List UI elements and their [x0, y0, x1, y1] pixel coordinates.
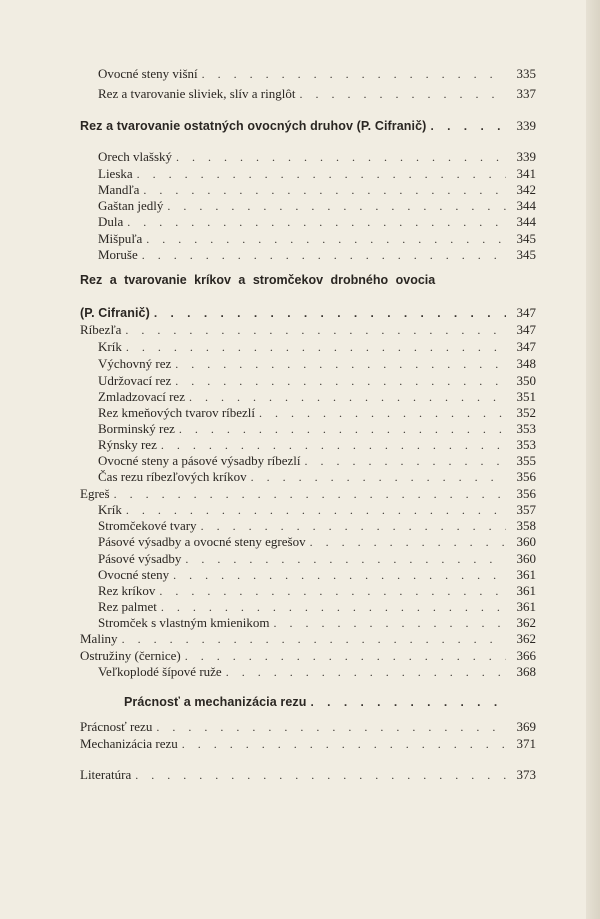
toc-entry-label: Mandľa	[98, 182, 140, 197]
toc-entry-page: 371	[516, 736, 536, 751]
toc-entry-label: Udržovací rez	[98, 373, 172, 388]
toc-entry-label: Rez kmeňových tvarov ríbezlí	[98, 405, 256, 420]
toc-entry-page: 356	[516, 469, 536, 484]
leader-dots	[202, 66, 506, 82]
toc-entry	[80, 629, 536, 647]
toc-entry-page: 358	[516, 518, 536, 533]
toc-entry-label: Rez kríkov	[98, 583, 156, 598]
toc-entry-label: Čas rezu ríbezľových kríkov	[98, 469, 247, 484]
leader-dots	[156, 719, 506, 735]
toc-entry-page: 366	[516, 648, 536, 663]
toc-entry-page: 347	[516, 339, 536, 354]
toc-entry-label: Moruše	[98, 247, 138, 262]
toc-entry-page: 361	[516, 583, 536, 598]
toc-entry-page: 339	[516, 118, 536, 133]
toc-entry-page: 352	[516, 405, 536, 420]
toc-entry-page: 360	[516, 534, 536, 549]
leader-dots	[299, 86, 506, 102]
toc-entry-label: Zmladzovací rez	[98, 389, 185, 404]
toc-entry-page: 344	[516, 198, 536, 213]
toc-entry-page: 344	[516, 214, 536, 229]
toc-entry-page: 368	[516, 664, 536, 679]
toc-entry-page: 335	[516, 66, 536, 81]
toc-entry-label: Orech vlašský	[98, 149, 173, 164]
toc-entry-page: 337	[516, 86, 536, 101]
toc-entry-label: Ovocné steny višní	[98, 66, 198, 81]
leader-dots	[125, 322, 506, 338]
toc-entry	[80, 147, 536, 165]
toc-entry	[80, 212, 536, 230]
toc-entry-label: Gaštan jedlý	[98, 198, 164, 213]
toc-entry-label: Krík	[98, 339, 122, 354]
leader-dots	[182, 736, 506, 752]
toc-entry-page: 348	[516, 356, 536, 371]
leader-dots	[142, 247, 506, 263]
toc-entry-label: Maliny	[80, 631, 118, 646]
toc-entry-page: 373	[516, 767, 536, 782]
toc-entry-page: 361	[516, 599, 536, 614]
toc-section-heading: Rez a tvarovanie kríkov a stromčekov drobného ovocia	[80, 273, 436, 287]
leader-dots	[430, 118, 506, 134]
toc-entry-page: 341	[516, 166, 536, 181]
toc-entry-page: 353	[516, 421, 536, 436]
leader-dots	[310, 534, 506, 550]
toc-entry-label: Stromček s vlastným kmienikom	[98, 615, 270, 630]
toc-section-heading	[80, 303, 536, 321]
toc-entry	[80, 662, 536, 680]
toc-entry-page: 339	[516, 149, 536, 164]
toc-entry-label: Rez a tvarovanie sliviek, slív a ringlôt	[98, 86, 296, 101]
toc-entry	[80, 765, 536, 783]
toc-section-heading	[80, 116, 536, 134]
toc-entry-label: Rez palmet	[98, 599, 157, 614]
toc-entry	[80, 354, 536, 372]
toc-entry-page: 356	[516, 486, 536, 501]
toc-entry	[80, 84, 536, 102]
toc-entry	[80, 245, 536, 263]
toc-entry-label: Pásové výsadby a ovocné steny egrešov	[98, 534, 306, 549]
toc-entry-page: 360	[516, 551, 536, 566]
toc-entry-page: 357	[516, 502, 536, 517]
toc-entry-label: Lieska	[98, 166, 133, 181]
toc-section-heading	[80, 692, 536, 710]
toc-entry-page: 347	[516, 322, 536, 337]
toc-entry-label: Prácnosť rezu	[80, 719, 153, 734]
toc-entry-page: 345	[516, 247, 536, 262]
toc-entry-page: 342	[516, 182, 536, 197]
toc-entry-page: 355	[516, 453, 536, 468]
leader-dots	[310, 694, 506, 710]
toc-entry-label: Rýnsky rez	[98, 437, 157, 452]
toc-entry	[80, 532, 536, 550]
toc-entry-label: Ovocné steny a pásové výsadby ríbezlí	[98, 453, 301, 468]
toc-entry-page: 362	[516, 615, 536, 630]
toc-entry	[80, 717, 536, 735]
toc-entry	[80, 64, 536, 82]
toc-entry-page: 345	[516, 231, 536, 246]
toc-entry	[80, 467, 536, 485]
leader-dots	[226, 664, 506, 680]
toc-entry-page: 347	[516, 305, 536, 320]
toc-entry-page: 350	[516, 373, 536, 388]
toc-entry-label: Stromčekové tvary	[98, 518, 197, 533]
leader-dots	[251, 469, 506, 485]
leader-dots	[154, 305, 506, 321]
leader-dots	[176, 149, 506, 165]
leader-dots	[175, 356, 506, 372]
toc-entry-label: Mechanizácia rezu	[80, 736, 178, 751]
toc-entry-label: Dula	[98, 214, 124, 229]
toc-entry-label: Mišpuľa	[98, 231, 143, 246]
page-edge	[586, 0, 600, 919]
toc-entry-page: 351	[516, 389, 536, 404]
toc-entry-label: Ostružiny (černice)	[80, 648, 181, 663]
toc-entry-label: Veľkoplodé šípové ruže	[98, 664, 222, 679]
toc-entry-label: (P. Cifranič)	[80, 306, 150, 320]
toc-entry-page: 361	[516, 567, 536, 582]
toc-entry-label: Rez a tvarovanie ostatných ovocných druhov (P. Cifranič)	[80, 119, 427, 133]
toc-entry-label: Ovocné steny	[98, 567, 170, 582]
toc-entry-label: Prácnosť a mechanizácia rezu	[124, 695, 307, 709]
toc-entry	[80, 320, 536, 338]
leader-dots	[127, 214, 506, 230]
toc-entry-page: 362	[516, 631, 536, 646]
leader-dots	[135, 767, 506, 783]
toc-entry-label: Borminský rez	[98, 421, 175, 436]
toc-entry-page: 369	[516, 719, 536, 734]
leader-dots	[122, 631, 506, 647]
leader-dots	[126, 339, 506, 355]
toc-entry-label: Krík	[98, 502, 122, 517]
toc-entry-label: Ríbezľa	[80, 322, 122, 337]
toc-entry-label: Pásové výsadby	[98, 551, 182, 566]
toc-entry-label: Literatúra	[80, 767, 132, 782]
toc-entry	[80, 734, 536, 752]
toc-entry-label: Egreš	[80, 486, 110, 501]
toc-entry-page: 353	[516, 437, 536, 452]
toc-entry	[80, 337, 536, 355]
toc-entry-label: Výchovný rez	[98, 356, 172, 371]
